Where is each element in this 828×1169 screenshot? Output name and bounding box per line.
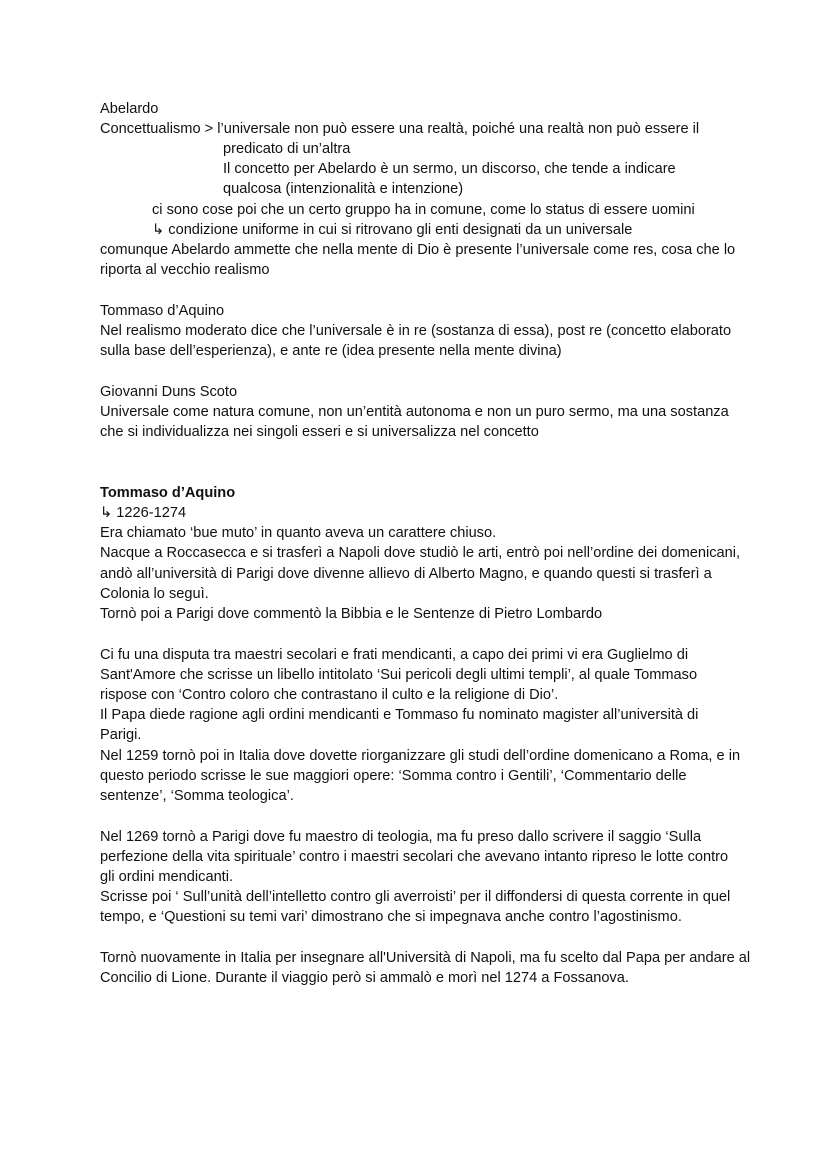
text-line: che si individualizza nei singoli esseri e si universalizza nel concetto bbox=[100, 424, 539, 440]
text-line: Tornò nuovamente in Italia per insegnare all'Università di Napoli, ma fu scelto dal Papa per andare al bbox=[100, 950, 751, 966]
text-line: ci sono cose poi che un certo gruppo ha in comune, come lo status di essere uomini bbox=[152, 202, 695, 218]
text-line: qualcosa (intenzionalità e intenzione) bbox=[223, 181, 464, 197]
text-line: Concettualismo > l’universale non può essere una realtà, poiché una realtà non può essere il bbox=[100, 121, 700, 137]
text-line: Colonia lo seguì. bbox=[100, 586, 209, 602]
text-line: ↳ condizione uniforme in cui si ritrovano gli enti designati da un universale bbox=[152, 222, 633, 238]
text-line: gli ordini mendicanti. bbox=[100, 869, 234, 885]
text-line: tempo, e ‘Questioni su temi vari’ dimostrano che si impegnava anche contro l’agostinismo. bbox=[100, 909, 682, 925]
text-line: Parigi. bbox=[100, 727, 142, 743]
text-line: Ci fu una disputa tra maestri secolari e frati mendicanti, a capo dei primi vi era Guglielmo di bbox=[100, 647, 689, 663]
text-line: Nel 1269 tornò a Parigi dove fu maestro di teologia, ma fu preso dallo scrivere il saggio ‘Sulla bbox=[100, 829, 702, 845]
section-title-tommaso: Tommaso d’Aquino bbox=[100, 303, 225, 319]
text-line: sulla base dell’esperienza), e ante re (idea presente nella mente divina) bbox=[100, 343, 562, 359]
text-line: Nel realismo moderato dice che l’universale è in re (sostanza di essa), post re (concetto elaborato bbox=[100, 323, 732, 339]
text-line: andò all’università di Parigi dove divenne allievo di Alberto Magno, e quando questi si trasferì a bbox=[100, 566, 712, 582]
text-line: Il Papa diede ragione agli ordini mendicanti e Tommaso fu nominato magister all’università di bbox=[100, 707, 699, 723]
text-line: Sant'Amore che scrisse un libello intitolato ‘Sui pericoli degli ultimi templi’, al quale Tommaso bbox=[100, 667, 698, 683]
text-line: predicato di un’altra bbox=[223, 141, 351, 157]
section-heading-tommaso: Tommaso d’Aquino bbox=[100, 485, 236, 501]
text-line: perfezione della vita spirituale’ contro i maestri secolari che avevano intanto ripreso le lotte contro bbox=[100, 849, 729, 865]
text-line: Universale come natura comune, non un’entità autonoma e non un puro sermo, ma una sostanza bbox=[100, 404, 729, 420]
text-line: questo periodo scrisse le sue maggiori opere: ‘Somma contro i Gentili’, ‘Commentario delle bbox=[100, 768, 687, 784]
text-line: riporta al vecchio realismo bbox=[100, 262, 270, 278]
text-line: Concilio di Lione. Durante il viaggio però si ammalò e morì nel 1274 a Fossanova. bbox=[100, 970, 629, 986]
section-title-duns-scoto: Giovanni Duns Scoto bbox=[100, 384, 238, 400]
text-line: rispose con ‘Contro coloro che contrastano il culto e la religione di Dio’. bbox=[100, 687, 559, 703]
text-line: Il concetto per Abelardo è un sermo, un discorso, che tende a indicare bbox=[223, 161, 676, 177]
text-line: Tornò poi a Parigi dove commentò la Bibbia e le Sentenze di Pietro Lombardo bbox=[100, 606, 603, 622]
section-title-abelardo: Abelardo bbox=[100, 101, 159, 117]
text-line: Nel 1259 tornò poi in Italia dove dovette riorganizzare gli studi dell’ordine domenicano a Roma, e in bbox=[100, 748, 741, 764]
text-line: Scrisse poi ‘ Sull’unità dell’intelletto contro gli averroisti’ per il diffondersi di questa corrente in quel bbox=[100, 889, 731, 905]
text-line: Nacque a Roccasecca e si trasferì a Napoli dove studiò le arti, entrò poi nell’ordine dei domenicani, bbox=[100, 545, 741, 561]
dates-line: ↳ 1226-1274 bbox=[100, 505, 187, 521]
text-line: sentenze’, ‘Somma teologica’. bbox=[100, 788, 294, 804]
text-line: Era chiamato ‘bue muto’ in quanto aveva un carattere chiuso. bbox=[100, 525, 497, 541]
text-line: comunque Abelardo ammette che nella mente di Dio è presente l’universale come res, cosa che lo bbox=[100, 242, 736, 258]
